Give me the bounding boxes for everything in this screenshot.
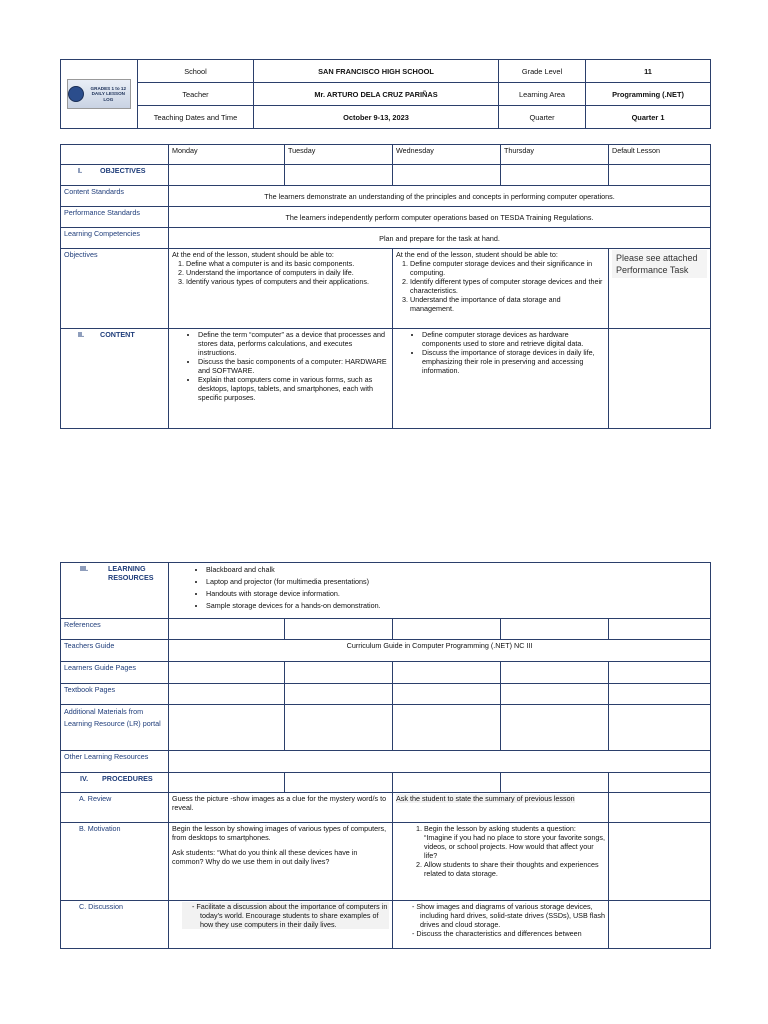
list-item: • Define the term “computer” as a device that processes and stores data, performs calculations, and executes instructions.: [198, 330, 389, 357]
area-value: Programming (.NET): [586, 83, 711, 106]
cell: [169, 619, 285, 640]
content-list-wednesday: [396, 330, 605, 375]
cell: [393, 619, 501, 640]
section-resources-heading: [61, 563, 169, 619]
cell: [501, 684, 609, 705]
list-item: 3. Understand the importance of data storage and management.: [410, 295, 605, 313]
teacher-value: Mr. ARTURO DELA CRUZ PARIÑAS: [254, 83, 499, 106]
content-monday: [169, 329, 393, 429]
resources-list-cell: [169, 563, 711, 619]
quarter-label: Quarter: [499, 106, 586, 129]
cell: [169, 165, 285, 186]
content-wednesday: [393, 329, 609, 429]
logo-line1: GRADES 1 to 12: [90, 85, 127, 91]
review-label: A. Review: [61, 793, 169, 823]
list-item: • Blackboard and chalk: [206, 564, 707, 576]
grade-value: 11: [586, 60, 711, 83]
teacher-label: Teacher: [138, 83, 254, 106]
cell: [169, 684, 285, 705]
additional-materials-label: Additional Materials from Learning Resource (LR) portal: [61, 705, 169, 751]
motivation-monday-p2: Ask students: “What do you think all these devices have in common? Why do we use them in out daily lives?: [172, 848, 358, 866]
motivation-monday-p1: Begin the lesson by showing images of various types of computers, from desktops to smartphones.: [172, 824, 387, 842]
teachers-guide-label: Teachers Guide: [61, 640, 169, 662]
section-num: II.: [78, 330, 84, 339]
list-item: • Handouts with storage device information.: [206, 588, 707, 600]
cell: [169, 705, 285, 751]
content-standards-text: The learners demonstrate an understanding of the principles and concepts in performing computer operations.: [169, 186, 711, 207]
performance-task-note: Please see attached Performance Task: [612, 250, 707, 278]
list-item: • Discuss the basic components of a computer: HARDWARE and SOFTWARE.: [198, 357, 389, 375]
grade-label: Grade Level: [499, 60, 586, 83]
teachers-guide-value: Curriculum Guide in Computer Programming (.NET) NC III: [169, 640, 711, 662]
day-tuesday: Tuesday: [285, 145, 393, 165]
quarter-value: Quarter 1: [586, 106, 711, 129]
cell: [393, 705, 501, 751]
list-item: 2. Allow students to share their thoughts and experiences related to data storage.: [424, 860, 605, 878]
review-wednesday-text: Ask the student to state the summary of previous lesson: [396, 794, 575, 803]
references-label: References: [61, 619, 169, 640]
logo-cell: [61, 60, 138, 129]
dates-label: Teaching Dates and Time: [138, 106, 254, 129]
day-wednesday: Wednesday: [393, 145, 501, 165]
day-default: Default Lesson: [609, 145, 711, 165]
cell: [393, 684, 501, 705]
school-label: School: [138, 60, 254, 83]
section-objectives-heading: [61, 165, 169, 186]
discussion-label: C. Discussion: [61, 901, 169, 949]
list-item: 2. Understand the importance of computers in daily life.: [186, 268, 389, 277]
section-title: OBJECTIVES: [100, 166, 146, 175]
cell: [285, 773, 393, 793]
objectives-label: Objectives: [61, 249, 169, 329]
cell: [169, 662, 285, 684]
cell: [285, 662, 393, 684]
motivation-wednesday: [393, 823, 609, 901]
cell: [169, 773, 285, 793]
cell: [501, 662, 609, 684]
list-item: 1. Begin the lesson by asking students a question: “Imagine if you had no place to store your favorite songs, videos, or school projects. How would that affect your life?: [424, 824, 605, 860]
motivation-label: B. Motivation: [61, 823, 169, 901]
discussion-list-wednesday: [396, 902, 605, 938]
cell: [285, 619, 393, 640]
logo-line2: DAILY LESSON LOG: [91, 91, 126, 102]
content-default: [609, 329, 711, 429]
dates-value: October 9-13, 2023: [254, 106, 499, 129]
section-title-line2: RESOURCES: [108, 573, 154, 582]
list-item: • Sample storage devices for a hands-on demonstration.: [206, 600, 707, 612]
list-item: • Discuss the importance of storage devices in daily life, emphasizing their role in preserving and accessing information.: [422, 348, 605, 375]
list-item: • Laptop and projector (for multimedia presentations): [206, 576, 707, 588]
objectives-monday: [169, 249, 393, 329]
objectives-intro: At the end of the lesson, student should be able to:: [172, 250, 334, 259]
performance-standards-label: Performance Standards: [61, 207, 169, 228]
section-title: PROCEDURES: [102, 774, 153, 783]
section-num: I.: [78, 166, 82, 175]
cell: [501, 165, 609, 186]
cell: [609, 684, 711, 705]
school-value: SAN FRANCISCO HIGH SCHOOL: [254, 60, 499, 83]
discussion-monday: [169, 901, 393, 949]
performance-standards-text: The learners independently perform computer operations based on TESDA Training Regulations.: [169, 207, 711, 228]
section-num: IV.: [80, 774, 89, 783]
resources-list: [172, 564, 707, 612]
learners-guide-label: Learners Guide Pages: [61, 662, 169, 684]
objectives-list-monday: [172, 259, 389, 286]
cell: [609, 662, 711, 684]
section-content-heading: [61, 329, 169, 429]
days-header-blank: [61, 145, 169, 165]
area-label: Learning Area: [499, 83, 586, 106]
cell: [285, 165, 393, 186]
seal-icon: [68, 86, 84, 102]
cell: [393, 662, 501, 684]
list-item: 2. Identify different types of computer storage devices and their characteristics.: [410, 277, 605, 295]
cell: [501, 705, 609, 751]
deped-logo: [67, 79, 131, 109]
other-resources-label: Other Learning Resources: [61, 751, 169, 773]
competencies-text: Plan and prepare for the task at hand.: [169, 228, 711, 249]
day-monday: Monday: [169, 145, 285, 165]
list-item: - Facilitate a discussion about the importance of computers in today’s world. Encourage students to share examples of how they use computers in their daily lives.: [200, 902, 389, 929]
discussion-wednesday: [393, 901, 609, 949]
cell: [285, 705, 393, 751]
section-num: III.: [80, 564, 88, 573]
list-item: - Discuss the characteristics and differences between: [420, 929, 605, 938]
cell: [169, 751, 711, 773]
motivation-monday: [169, 823, 393, 901]
list-item: 1. Define what a computer is and its basic components.: [186, 259, 389, 268]
header-table: [60, 59, 711, 129]
objectives-table: [60, 144, 711, 429]
cell: [609, 823, 711, 901]
section-title: CONTENT: [100, 330, 135, 339]
cell: [609, 793, 711, 823]
cell: [393, 773, 501, 793]
list-item: - Show images and diagrams of various storage devices, including hard drives, solid-state drives (SSDs), USB flash drives and cloud storage.: [420, 902, 605, 929]
cell: [609, 773, 711, 793]
cell: [393, 165, 501, 186]
motivation-list-wednesday: [396, 824, 605, 878]
list-item: • Define computer storage devices as hardware components used to store and retrieve digital data.: [422, 330, 605, 348]
review-monday: Guess the picture -show images as a clue for the mystery word/s to reveal.: [169, 793, 393, 823]
textbook-label: Textbook Pages: [61, 684, 169, 705]
objectives-wednesday: [393, 249, 609, 329]
discussion-list-monday: [182, 902, 389, 929]
content-list-monday: [172, 330, 389, 402]
cell: [609, 165, 711, 186]
list-item: 3. Identify various types of computers and their applications.: [186, 277, 389, 286]
cell: [501, 773, 609, 793]
competencies-label: Learning Competencies: [61, 228, 169, 249]
cell: [609, 901, 711, 949]
cell: [609, 705, 711, 751]
day-thursday: Thursday: [501, 145, 609, 165]
list-item: • Explain that computers come in various forms, such as desktops, laptops, tablets, and smartphones, each with specific purposes.: [198, 375, 389, 402]
objectives-intro: At the end of the lesson, student should be able to:: [396, 250, 558, 259]
resources-table: [60, 562, 711, 949]
section-title-line1: LEARNING: [108, 564, 146, 573]
cell: [609, 619, 711, 640]
cell: [501, 619, 609, 640]
cell: [285, 684, 393, 705]
list-item: 1. Define computer storage devices and their significance in computing.: [410, 259, 605, 277]
content-standards-label: Content Standards: [61, 186, 169, 207]
objectives-list-wednesday: [396, 259, 605, 313]
review-wednesday: [393, 793, 609, 823]
section-procedures-heading: [61, 773, 169, 793]
objectives-default: [609, 249, 711, 329]
